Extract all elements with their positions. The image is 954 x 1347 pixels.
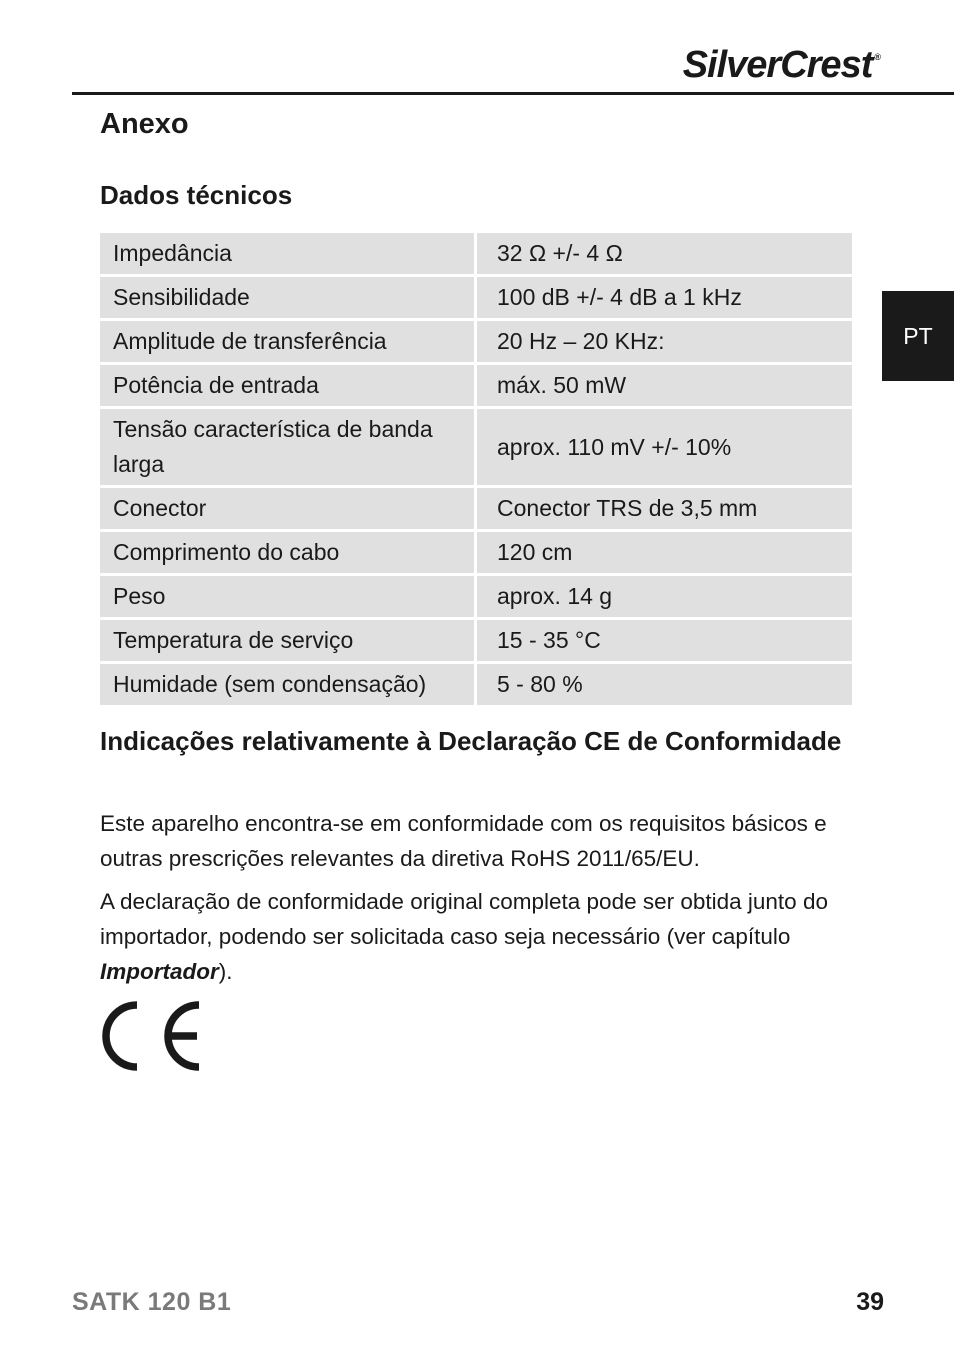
spec-value: aprox. 14 g xyxy=(477,576,852,617)
ce-mark-icon xyxy=(98,998,204,1074)
spec-row xyxy=(100,277,852,318)
spec-row xyxy=(100,488,852,529)
page-number: 39 xyxy=(856,1288,884,1316)
tech-data-heading: Dados técnicos xyxy=(100,180,293,210)
ce-declaration-heading: Indicações relativamente à Declaração CE de Conformidade xyxy=(100,726,842,756)
spec-row xyxy=(100,576,852,617)
spec-value: 120 cm xyxy=(477,532,852,573)
ce-paragraph-2 xyxy=(100,884,860,989)
spec-row xyxy=(100,321,852,362)
spec-label: Humidade (sem condensação) xyxy=(100,664,477,705)
spec-label: Potência de entrada xyxy=(100,365,477,406)
spec-row xyxy=(100,233,852,274)
ce-paragraph-2-start: A declaração de conformidade original completa pode ser obtida junto do importador, podendo ser solicitada caso seja necessário (ver capítulo xyxy=(100,889,828,949)
spec-label: Sensibilidade xyxy=(100,277,477,318)
spec-value: Conector TRS de 3,5 mm xyxy=(477,488,852,529)
spec-label: Peso xyxy=(100,576,477,617)
spec-value: 32 Ω +/- 4 Ω xyxy=(477,233,852,274)
spec-value: 15 - 35 °C xyxy=(477,620,852,661)
spec-value: 100 dB +/- 4 dB a 1 kHz xyxy=(477,277,852,318)
registered-mark: ® xyxy=(874,52,880,62)
spec-value: aprox. 110 mV +/- 10% xyxy=(477,409,852,485)
spec-label: Tensão característica de banda larga xyxy=(100,409,477,485)
importer-reference: Importador xyxy=(100,959,219,984)
spec-row xyxy=(100,365,852,406)
spec-label: Conector xyxy=(100,488,477,529)
footer-model: SATK 120 B1 xyxy=(72,1288,232,1316)
tech-data-table xyxy=(100,230,852,708)
spec-label: Amplitude de transferência xyxy=(100,321,477,362)
page-title: Anexo xyxy=(100,108,189,140)
spec-row xyxy=(100,409,852,485)
spec-label: Impedância xyxy=(100,233,477,274)
spec-value: máx. 50 mW xyxy=(477,365,852,406)
spec-row xyxy=(100,620,852,661)
spec-row xyxy=(100,664,852,705)
language-tab: PT xyxy=(882,291,954,381)
ce-paragraph-1: Este aparelho encontra-se em conformidade com os requisitos básicos e outras prescrições relevantes da diretiva RoHS 2011/65/EU. xyxy=(100,811,827,871)
brand-logo xyxy=(683,44,880,87)
spec-row xyxy=(100,532,852,573)
spec-label: Temperatura de serviço xyxy=(100,620,477,661)
spec-value: 5 - 80 % xyxy=(477,664,852,705)
spec-label: Comprimento do cabo xyxy=(100,532,477,573)
brand-name: SilverCrest xyxy=(682,44,873,86)
header-rule xyxy=(72,92,954,95)
ce-paragraph-2-end: ). xyxy=(218,959,233,984)
spec-value: 20 Hz – 20 KHz: xyxy=(477,321,852,362)
